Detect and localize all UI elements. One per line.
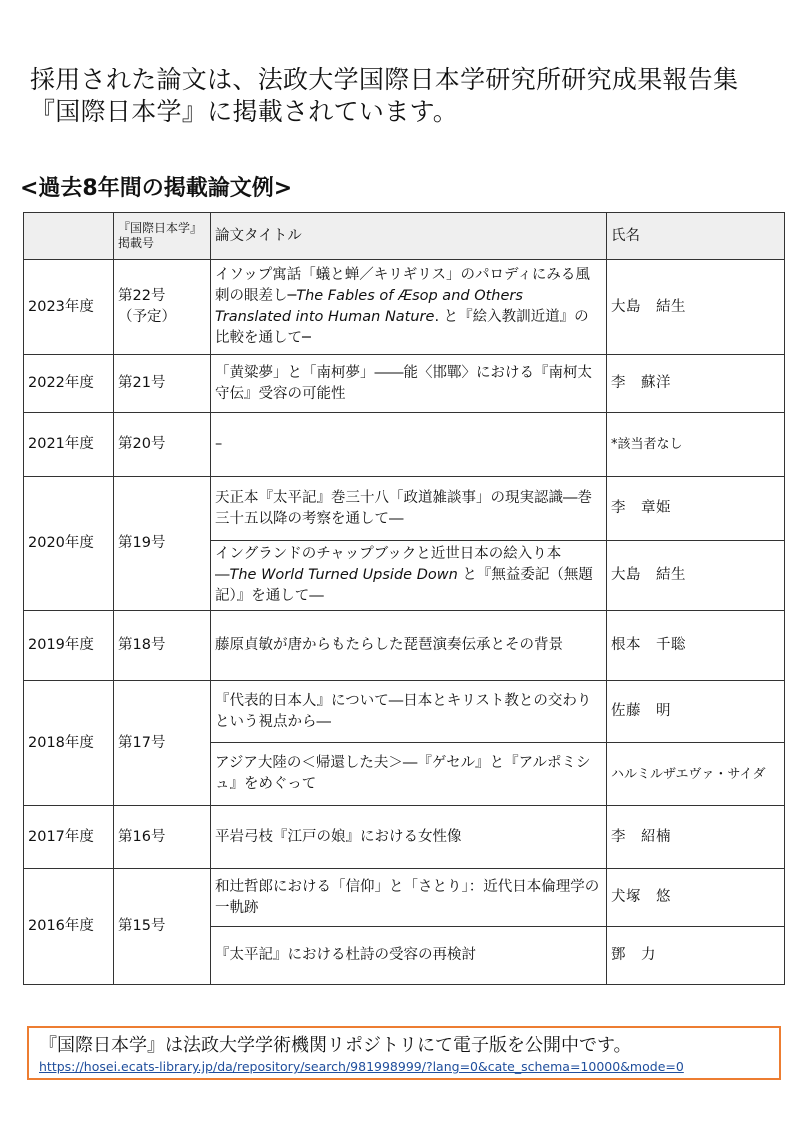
issue-note: （予定）: [118, 309, 176, 325]
issue-cell: 第20号: [114, 413, 211, 477]
table-row: [24, 355, 785, 413]
issue-number: 第22号: [118, 288, 166, 304]
title-text-cont: と『無益委記（無題記）』を通して―: [215, 567, 593, 604]
title-cell: 藤原貞敏が唐からもたらした琵琶演奏伝承とその背景: [211, 611, 607, 681]
title-text: イングランドのチャップブックと近世日本の絵入り本―: [215, 546, 562, 583]
issue-cell: 第15号: [114, 869, 211, 985]
issue-cell: 第21号: [114, 355, 211, 413]
table-row: [24, 806, 785, 869]
issue-cell: 第17号: [114, 681, 211, 806]
title-cell: [211, 541, 607, 611]
title-text: イソップ寓話「蟻と蝉／キリギリス」のパロディにみる風刺の眼差し─: [215, 267, 590, 304]
issue-cell: 第19号: [114, 477, 211, 611]
table-row: [24, 681, 785, 743]
year-cell: 2017年度: [24, 806, 114, 869]
repository-notice: [27, 1026, 781, 1080]
intro-line-2: 『国際日本学』に掲載されています。: [30, 97, 459, 126]
author-cell: 鄧 力: [607, 927, 785, 985]
author-cell: *該当者なし: [607, 413, 785, 477]
issue-cell: 第16号: [114, 806, 211, 869]
author-cell: 李 蘇洋: [607, 355, 785, 413]
header-author: 氏名: [607, 213, 785, 260]
year-cell: 2019年度: [24, 611, 114, 681]
author-cell: 大島 結生: [607, 260, 785, 355]
table-row: [24, 477, 785, 541]
title-cell: 「黄粱夢」と「南柯夢」――能〈邯鄲〉における『南柯太守伝』受容の可能性: [211, 355, 607, 413]
intro-text: [30, 64, 780, 128]
title-cell: アジア大陸の＜帰還した夫＞―『ゲセル』と『アルポミシュ』をめぐって: [211, 743, 607, 806]
title-cell: 平岩弓枝『江戸の娘』における女性像: [211, 806, 607, 869]
table-row: [24, 260, 785, 355]
papers-table: [23, 212, 785, 985]
notice-text: 『国際日本学』は法政大学学術機関リポジトリにて電子版を公開中です。: [39, 1035, 632, 1056]
title-cell: 『太平記』における杜詩の受容の再検討: [211, 927, 607, 985]
year-cell: 2016年度: [24, 869, 114, 985]
header-issue: [114, 213, 211, 260]
header-year: [24, 213, 114, 260]
table-row: [24, 611, 785, 681]
issue-cell: [114, 260, 211, 355]
intro-line-1: 採用された論文は、法政大学国際日本学研究所研究成果報告集: [30, 65, 739, 94]
title-text-cont: . と『絵入教訓近道』の比較を通して─: [215, 309, 589, 346]
section-title: <過去8年間の掲載論文例>: [20, 176, 293, 201]
year-cell: 2022年度: [24, 355, 114, 413]
author-cell: 佐藤 明: [607, 681, 785, 743]
title-cell: 『代表的日本人』について―日本とキリスト教との交わりという視点から―: [211, 681, 607, 743]
header-title: 論文タイトル: [211, 213, 607, 260]
author-cell: 大島 結生: [607, 541, 785, 611]
year-cell: 2018年度: [24, 681, 114, 806]
title-cell: –: [211, 413, 607, 477]
year-cell: 2023年度: [24, 260, 114, 355]
issue-cell: 第18号: [114, 611, 211, 681]
author-cell: ハルミルザエヴァ・サイダ: [607, 743, 785, 806]
title-english: The World Turned Upside Down: [229, 567, 458, 583]
author-cell: 根本 千聡: [607, 611, 785, 681]
table-header-row: [24, 213, 785, 260]
author-cell: 犬塚 悠: [607, 869, 785, 927]
title-cell: 天正本『太平記』巻三十八「政道雑談事」の現実認識―巻三十五以降の考察を通して―: [211, 477, 607, 541]
title-cell: [211, 260, 607, 355]
title-cell: 和辻哲郎における「信仰」と「さとり」：近代日本倫理学の一軌跡: [211, 869, 607, 927]
title-english: The Fables of Æsop and Others Translated into Human Nature: [215, 288, 523, 325]
author-cell: 李 紹楠: [607, 806, 785, 869]
header-issue-line-2: 掲載号: [118, 236, 155, 250]
repository-link[interactable]: https://hosei.ecats-library.jp/da/repository/search/981998999/?lang=0&cate_schema=10000&mode=0: [39, 1059, 684, 1074]
author-cell: 李 章姫: [607, 477, 785, 541]
table-row: [24, 869, 785, 927]
year-cell: 2021年度: [24, 413, 114, 477]
year-cell: 2020年度: [24, 477, 114, 611]
table-row: [24, 413, 785, 477]
header-issue-line-1: 『国際日本学』: [118, 221, 203, 235]
